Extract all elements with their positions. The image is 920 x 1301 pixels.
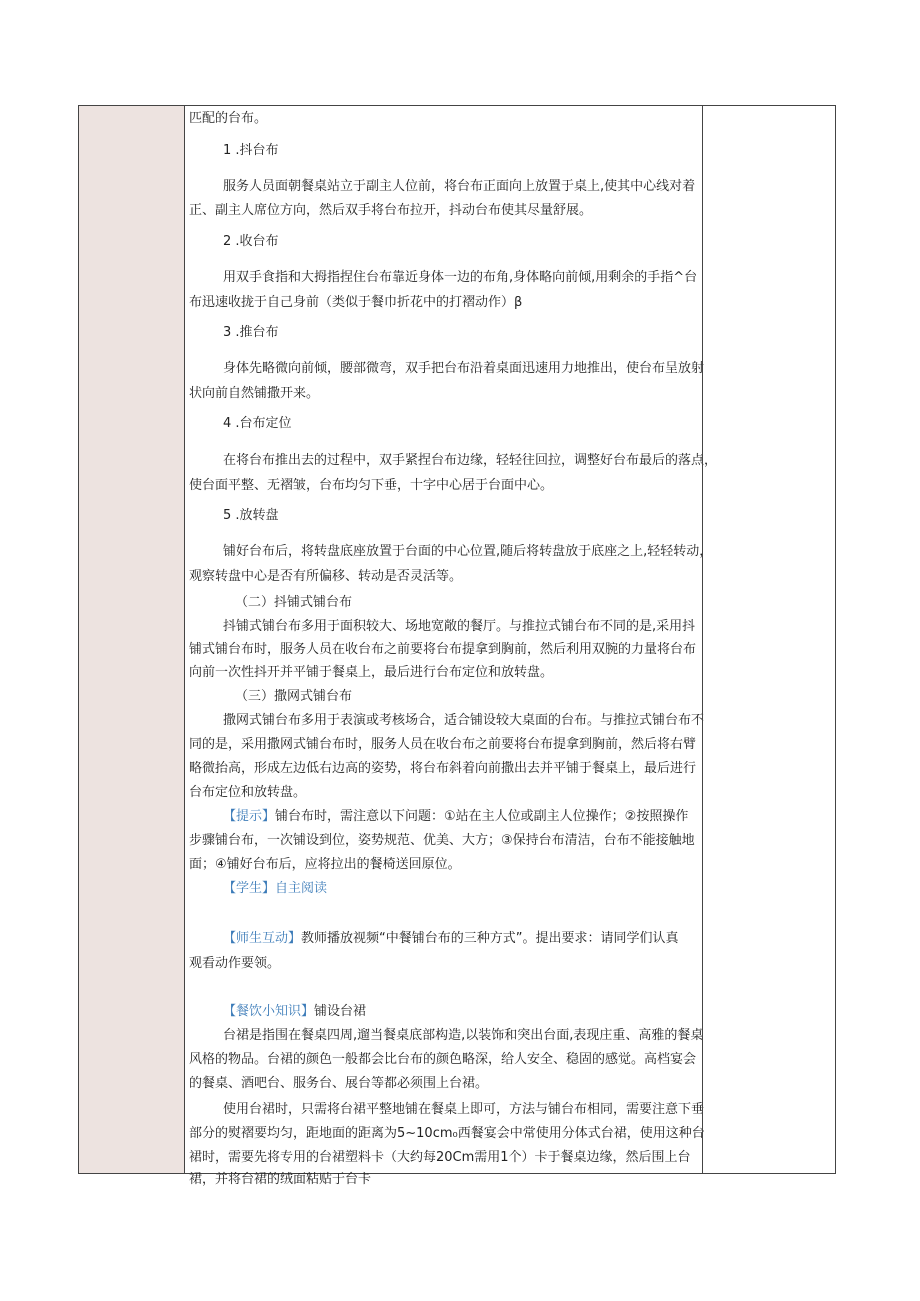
text-line: 身体先略微向前倾，腰部微弯，双手把台布沿着桌面迅速用力地推出，使台布呈放射 [223, 361, 705, 376]
interaction-label: 【师生互动】 [223, 931, 302, 946]
text-line: 铺式铺台布时，服务人员在收台布之前要将台布提拿到胸前，然后利用双腕的力量将台布 [189, 642, 697, 657]
text-line: 台布定位和放转盘。 [189, 785, 307, 800]
text-line: 面；④铺好台布后，应将拉出的餐椅送回原位。 [189, 857, 461, 872]
text-line: 风格的物品。台裙的颜色一般都会比台布的颜色略深，给人安全、稳固的感觉。高档宴会 [189, 1052, 697, 1067]
text-line: 使台面平整、无褶皱，台布均匀下垂，十字中心居于台面中心。 [189, 478, 554, 493]
text-line: 铺好台布后，将转盘底座放置于台面的中心位置,随后将转盘放于底座之上,轻轻转动， [223, 544, 713, 559]
text-line: 状向前自然铺撒开来。 [189, 386, 320, 401]
content-column [187, 106, 718, 1187]
text-line: 匹配的台布。 [189, 111, 268, 126]
section-heading: 2 .收台布 [223, 234, 279, 249]
text-line: 步骤铺台布，一次铺设到位，姿势规范、优美、大方；③保持台布清洁，台布不能接触地 [189, 833, 695, 848]
text-line: 用双手食指和大拇指捏住台布靠近身体一边的布角,身体略向前倾,用剩余的手指^台 [223, 270, 698, 285]
knowledge-line: 【餐饮小知识】铺设台裙 [223, 1004, 367, 1019]
text-line: 裙时，需要先将专用的台裙塑料卡（大约每20Cm需用1个）卡于餐桌边缘，然后围上台 [189, 1150, 691, 1165]
right-column [702, 106, 835, 1173]
section-heading: （三）撒网式铺台布 [235, 689, 353, 704]
text-line: 正、副主人席位方向，然后双手将台布拉开，抖动台布使其尽量舒展。 [189, 203, 593, 218]
text-line: 的餐桌、酒吧台、服务台、展台等都必须围上台裙。 [189, 1076, 489, 1091]
text-line: 在将台布推出去的过程中，双手紧捏台布边缘，轻轻往回拉，调整好台布最后的落点， [223, 453, 718, 468]
section-heading: 3 .推台布 [223, 325, 279, 340]
tip-label: 【提示】 [223, 809, 276, 824]
text-line: 布迅速收拢于自己身前（类似于餐巾折花中的打褶动作）β [189, 295, 523, 310]
text-line: 撒网式铺台布多用于表演或考核场合，适合铺设较大桌面的台布。与推拉式铺台布不 [223, 713, 705, 728]
section-heading: （二）抖铺式铺台布 [235, 595, 353, 610]
text-line: 同的是，采用撒网式铺台布时，服务人员在收台布之前要将台布提拿到胸前，然后将右臂 [189, 737, 697, 752]
text-line: 抖铺式铺台布多用于面积较大、场地宽敞的餐厅。与推拉式铺台布不同的是,采用抖 [223, 619, 696, 634]
text-line: 部分的熨褶要均匀，距地面的距离为5~10cm₀西餐宴会中常使用分体式台裙，使用这种台 [189, 1126, 705, 1141]
text-line: 裙，并将台裙的绒面粘贴于台卡 [189, 1172, 372, 1187]
left-column [79, 106, 185, 1173]
tip-line: 【提示】铺台布时，需注意以下问题：①站在主人位或副主人位操作；②按照操作 [223, 809, 689, 824]
text-line: 略微抬高，形成左边低右边高的姿势，将台布斜着向前撒出去并平铺于餐桌上，最后进行 [189, 761, 697, 776]
knowledge-label: 【餐饮小知识】 [223, 1004, 315, 1019]
student-label: 【学生】自主阅读 [223, 881, 328, 896]
lesson-table [78, 105, 836, 1187]
section-heading: 5 .放转盘 [223, 508, 279, 523]
interaction-line: 【师生互动】教师播放视频“中餐铺台布的三种方式”。提出要求：请同学们认真 [223, 931, 679, 946]
text-line: 观察转盘中心是否有所偏移、转动是否灵活等。 [189, 569, 463, 584]
text-line: 台裙是指围在餐桌四周,遛当餐桌底部构造,以装饰和突出台面,表现庄重、高雅的餐桌 [223, 1028, 704, 1043]
section-heading: 1 .抖台布 [223, 143, 279, 158]
text-line: 向前一次性抖开并平铺于餐桌上，最后进行台布定位和放转盘。 [189, 665, 554, 680]
text-line: 服务人员面朝餐桌站立于副主人位前，将台布正面向上放置于桌上,使其中心线对着 [223, 179, 696, 194]
text-line: 观看动作要领。 [189, 956, 281, 971]
section-heading: 4 .台布定位 [223, 416, 292, 431]
student-line [189, 877, 737, 900]
text-line: 使用台裙时，只需将台裙平整地铺在餐桌上即可，方法与铺台布相同，需要注意下垂 [223, 1102, 705, 1117]
